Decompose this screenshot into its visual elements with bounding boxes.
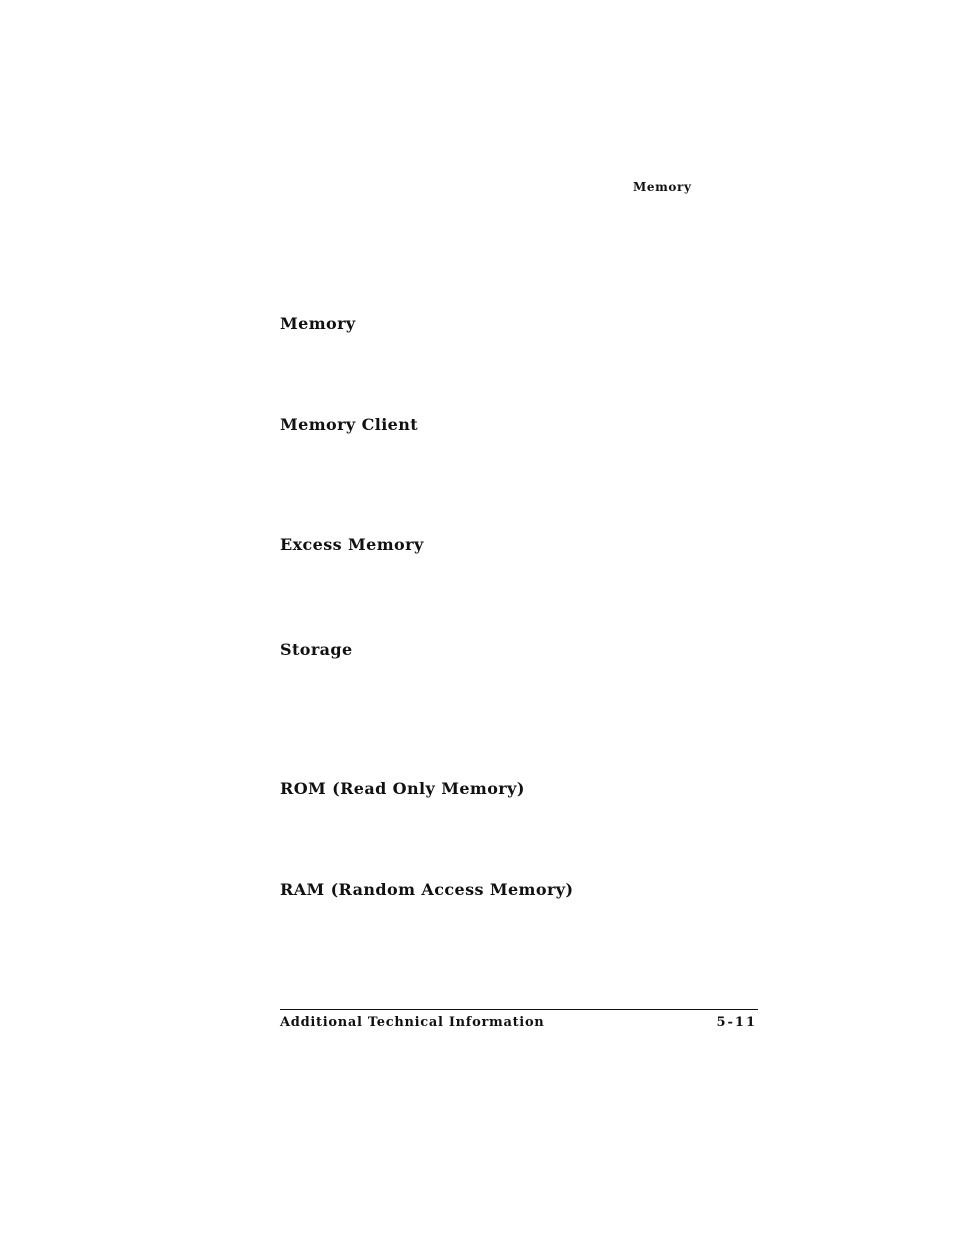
- section-heading-rom: ROM (Read Only Memory): [280, 779, 525, 798]
- section-heading-memory: Memory: [280, 314, 356, 333]
- running-head: Memory: [633, 180, 692, 194]
- section-heading-storage: Storage: [280, 640, 353, 659]
- section-heading-memory-client: Memory Client: [280, 415, 419, 434]
- footer-divider: [280, 1009, 758, 1010]
- section-heading-ram: RAM (Random Access Memory): [280, 880, 574, 899]
- footer-title: Additional Technical Information: [280, 1015, 545, 1030]
- page-number: 5-11: [716, 1015, 757, 1030]
- section-heading-excess-memory: Excess Memory: [280, 535, 424, 554]
